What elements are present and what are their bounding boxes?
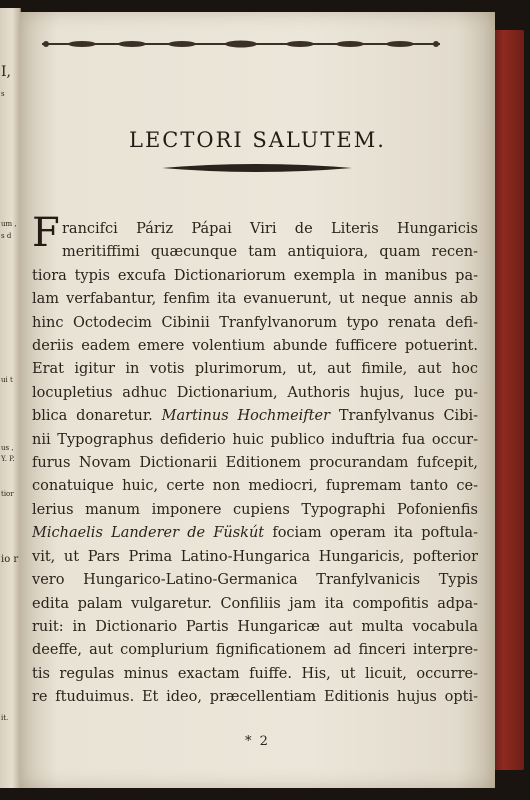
text-segment: Tranfylvanus Cibi- [330, 408, 478, 425]
text-line: tis regulas minus exactam fuiffe. His, ut licuit, occurre- [32, 665, 478, 682]
facing-text-fragment: s [1, 90, 5, 98]
text-segment: blica donaretur. [32, 408, 153, 425]
text-line: meritiffimi quæcunque tam antiquiora, quam recen- [62, 244, 478, 261]
text-line: furus Novam Dictionarii Editionem procurandam fufcepit, [32, 455, 478, 472]
printer-name: Martinus Hochmeifter [161, 408, 331, 425]
facing-text-fragment: ui t [1, 376, 13, 384]
text-line: lam verfabantur, fenfim ita evanuerunt, ut neque annis ab [32, 291, 478, 308]
text-line: conatuique huic, certe non mediocri, fupremam tanto ce- [32, 478, 478, 495]
facing-text-fragment: I, [1, 64, 11, 80]
page-heading: LECTORI SALUTEM. [129, 128, 386, 152]
heading-rule-ornament [162, 162, 352, 174]
drop-capital: F [32, 210, 60, 256]
text-line: hinc Octodecim Cibinii Tranfylvanorum typo renata defi- [32, 314, 478, 331]
text-line: vit, ut Pars Prima Latino-Hungarica Hungaricis, pofterior [32, 548, 478, 565]
facing-text-fragment: tior [1, 490, 14, 498]
head-ornament [42, 40, 440, 48]
signature-mark: * 2 [245, 734, 270, 749]
facing-text-fragment: it. [1, 714, 9, 722]
facing-text-fragment: Y. P. [1, 455, 15, 463]
text-line: locupletius adhuc Dictionarium, Authoris hujus, luce pu- [32, 384, 478, 401]
text-line: edita palam vulgaretur. Confiliis jam ita compofitis adpa- [32, 595, 478, 612]
facing-text-fragment: io r [1, 554, 19, 565]
text-line [32, 522, 478, 545]
printer-name: Michaelis Landerer de Füskút [32, 525, 265, 542]
text-line: ruit: in Dictionario Partis Hungaricæ aut multa vocabula [32, 618, 478, 635]
facing-page-edge [0, 8, 21, 788]
text-line: Erat igitur in votis plurimorum, ut, aut fimile, aut hoc [32, 361, 478, 378]
text-line: re ftuduimus. Et ideo, præcellentiam Editionis hujus opti- [32, 689, 478, 706]
facing-text-fragment: us , [1, 444, 14, 452]
body-text [32, 218, 478, 710]
text-line: lerius manum imponere cupiens Typographi Pofonienfis [32, 501, 478, 518]
book-page [20, 12, 495, 788]
facing-text-fragment: s d [1, 232, 12, 240]
text-line: deriis eadem emere volentium abunde fufficere potuerint. [32, 338, 478, 355]
text-line: deeffe, aut complurium fignificationem ad finceri interpre- [32, 642, 478, 659]
text-line: vero Hungarico-Latino-Germanica Tranfylvanicis Typis [32, 572, 478, 589]
text-segment: fociam operam ita poftula- [264, 525, 478, 542]
text-line: nii Typographus defiderio huic publico induftria fua occur- [32, 431, 478, 448]
text-line [32, 405, 478, 428]
text-line: tiora typis excufa Dictionariorum exempla in manibus pa- [32, 267, 478, 284]
text-line: rancifci Páriz Pápai Viri de Literis Hungaricis [62, 221, 478, 237]
facing-text-fragment: um , [1, 220, 17, 228]
book-cover-edge [490, 30, 524, 770]
